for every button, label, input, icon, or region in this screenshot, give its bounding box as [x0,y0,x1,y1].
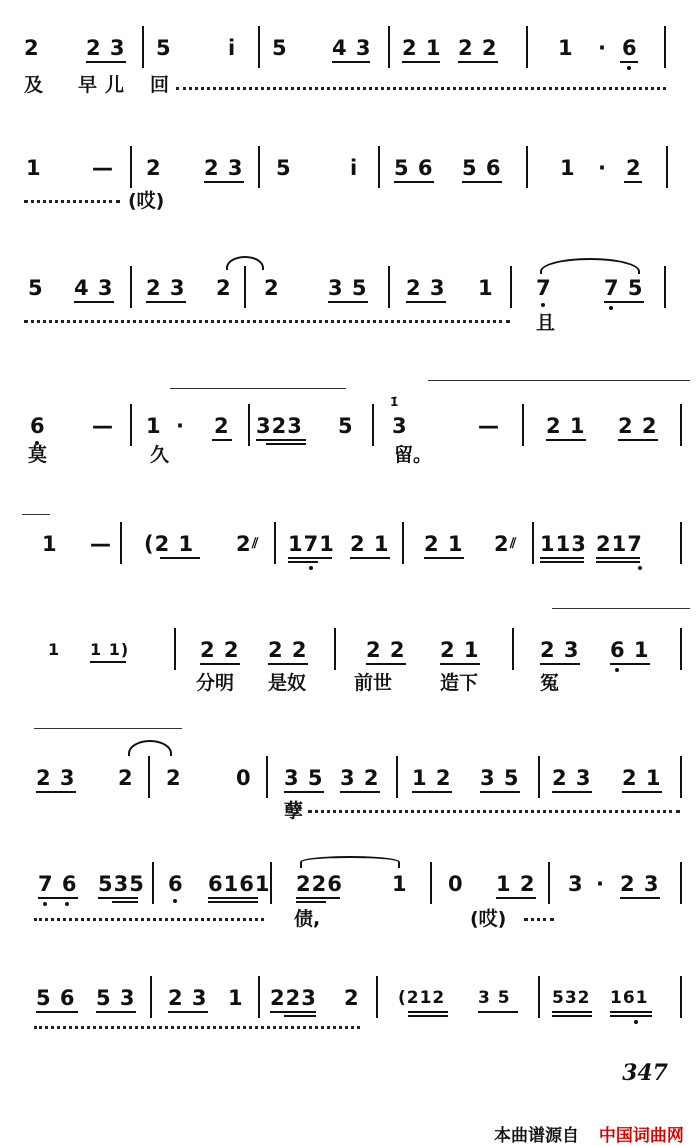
underline [610,1011,652,1013]
barline [152,862,154,904]
underline [496,897,536,899]
note: · [598,36,607,60]
barline [270,862,272,904]
note: 217 [596,532,643,556]
barline [680,976,682,1018]
note: 2 2 [458,36,498,60]
barline [680,628,682,670]
note: i [350,156,359,180]
underline [200,663,240,665]
note: 2 3 [540,638,580,662]
barline [680,756,682,798]
barline [130,146,132,188]
barline [266,756,268,798]
note: 2 [626,156,642,180]
barline [174,628,176,670]
underline [340,791,380,793]
underline [328,301,368,303]
note: 3 5 [328,276,368,300]
extension-dots [524,918,554,921]
note: 5 [338,414,354,438]
note: · [598,156,607,180]
note: (2 1 [144,532,195,556]
underline [402,61,440,63]
note: 2 [264,276,280,300]
lyric: 前世 [354,672,393,694]
underline [604,301,644,303]
underline [622,791,662,793]
underline [168,1011,208,1013]
note: 5 6 [36,986,76,1010]
barline [680,404,682,446]
barline [258,976,260,1018]
underline [424,557,464,559]
slur-line [552,608,690,609]
note: 2 2 [200,638,240,662]
note: 2 [216,276,232,300]
underline [268,663,308,665]
low-octave-dot [615,668,619,672]
note: 2 3 [36,766,76,790]
slur-end [22,514,50,515]
note: 1 [146,414,162,438]
note: 7 6 [38,872,78,896]
underline-double [296,901,326,903]
note: 5 6 [394,156,434,180]
barline [148,756,150,798]
note: 1 [48,640,61,659]
barline [526,146,528,188]
note: 6 1 [610,638,650,662]
note: 1 [478,276,494,300]
lyric: (哎) [128,190,165,212]
low-octave-dot [173,899,177,903]
note: 2 3 [86,36,126,60]
lyric: (哎) [470,908,507,930]
underline-double [208,901,258,903]
barline [388,266,390,308]
footer-site: 中国词曲网 [598,1126,684,1146]
extension-dots [24,200,120,203]
note: 2 1 [424,532,464,556]
note: — [92,156,114,180]
note: 113 [540,532,587,556]
underline [36,791,76,793]
note: 5 [28,276,44,300]
underline [620,61,638,63]
barline [430,862,432,904]
barline [258,26,260,68]
barline [402,522,404,564]
low-octave-dot [541,303,545,307]
lyric: 且 [536,312,556,334]
underline [406,301,446,303]
underline [90,661,126,663]
underline [552,791,592,793]
low-octave-dot [65,902,69,906]
lyric: 及 [24,74,44,96]
note: 3 5 [478,988,511,1008]
note: · [176,414,185,438]
low-octave-dot [627,66,631,70]
lyric: 是奴 [268,672,307,694]
underline-double [408,1015,448,1017]
lyric: 早儿 [78,74,133,96]
note: 1 [392,872,408,896]
extension-dots [24,320,510,323]
underline [412,791,452,793]
note: 3 [568,872,584,896]
note: 1 [26,156,42,180]
underline [350,557,390,559]
underline [480,791,520,793]
note: 6 [622,36,638,60]
note: 3 5 [284,766,324,790]
barline [244,266,246,308]
tremolo: ⫽ [510,536,518,552]
note: 5 [276,156,292,180]
barline [120,522,122,564]
note: — [92,414,114,438]
note: 2 1 [546,414,586,438]
note: 2 [494,532,510,556]
underline-double [112,901,138,903]
underline [256,439,306,441]
underline [540,663,580,665]
underline [208,897,258,899]
barline [388,26,390,68]
note: 5 6 [462,156,502,180]
note: 2 3 [146,276,186,300]
underline [366,663,406,665]
barline [248,404,250,446]
underline [270,1011,316,1013]
low-octave-dot [634,1020,638,1024]
lyric: 孽 [284,800,304,822]
note: 0 [448,872,464,896]
note: 2 2 [268,638,308,662]
note: 6 [168,872,184,896]
barline [512,628,514,670]
underline [540,557,584,559]
barline [664,266,666,308]
barline [150,976,152,1018]
note: 2 [24,36,40,60]
note: 5 [272,36,288,60]
underline-double [552,1015,592,1017]
note: 1 [42,532,58,556]
lyric: 分明 [196,672,235,694]
note: 5 3 [96,986,136,1010]
page-number: 347 [622,1060,668,1086]
barline [274,522,276,564]
underline [204,181,244,183]
note: 5 [156,36,172,60]
barline [538,976,540,1018]
underline [86,61,126,63]
note: 2 [118,766,134,790]
note: 7 [536,276,552,300]
underline-double [284,1015,316,1017]
low-octave-dot [43,902,47,906]
barline [548,862,550,904]
underline [284,791,324,793]
slur-arc [300,856,400,868]
note: 0 [236,766,252,790]
note: 7 5 [604,276,644,300]
note: 2 2 [366,638,406,662]
underline [546,439,586,441]
note: 535 [98,872,145,896]
underline [96,1011,136,1013]
note: 532 [552,988,591,1008]
lyric: 留。 [394,444,433,466]
underline [74,301,114,303]
underline [620,897,660,899]
extension-dots [176,87,666,90]
underline [478,1011,518,1013]
note: 223 [270,986,317,1010]
note: i [228,36,237,60]
underline-double [266,443,306,445]
barline [538,756,540,798]
lyric: 冤 [540,672,560,694]
underline [38,897,78,899]
barline [334,628,336,670]
underline-double [288,561,318,563]
note: — [478,414,500,438]
note: 4 3 [74,276,114,300]
note: 2 1 [350,532,390,556]
lyric: 造下 [440,672,479,694]
slur-line [34,728,182,729]
low-octave-dot [638,566,642,570]
note: 2 3 [204,156,244,180]
footer-text: 本曲谱源自 [494,1126,579,1146]
note: 2 [166,766,182,790]
note: 6161 [208,872,271,896]
underline [618,439,658,441]
low-octave-dot [309,566,313,570]
note: 2 3 [406,276,446,300]
underline [332,61,370,63]
underline [212,439,232,441]
tremolo: ⫽ [252,536,260,552]
lyric: 久 [150,444,170,466]
slur-line [170,388,346,389]
note: 4 3 [332,36,372,60]
grace-note: 1̇ [390,395,400,409]
underline [160,557,200,559]
barline [258,146,260,188]
note: 3 [392,414,408,438]
underline [610,663,650,665]
extension-dots [34,1026,360,1029]
extension-dots [308,810,680,813]
note: 171 [288,532,335,556]
barline [372,404,374,446]
note: 2 [214,414,230,438]
note: 2 [146,156,162,180]
barline [666,146,668,188]
tie-arc [128,740,172,756]
underline-double [610,1015,652,1017]
note: 1 [558,36,574,60]
underline [98,897,138,899]
slur-line [428,380,690,381]
underline [440,663,480,665]
note: 2 [344,986,360,1010]
note: 2 2 [618,414,658,438]
barline [396,756,398,798]
underline-double [596,561,640,563]
barline [680,522,682,564]
low-octave-dot [609,306,613,310]
barline [526,26,528,68]
note: 2 1 [622,766,662,790]
underline [458,61,498,63]
underline [146,301,186,303]
lyric: 债, [294,908,321,930]
note: 2 1 [402,36,442,60]
footer-credit [494,1121,684,1146]
underline [288,557,332,559]
note: 226 [296,872,343,896]
underline [394,181,434,183]
underline-double [540,561,584,563]
barline [680,862,682,904]
underline [462,181,502,183]
barline [130,266,132,308]
barline [378,146,380,188]
lyric: 回 [150,74,170,96]
note: 323 [256,414,303,438]
underline [408,1011,448,1013]
underline [552,1011,592,1013]
note: 2 3 [168,986,208,1010]
underline [296,897,340,899]
note: 2 3 [620,872,660,896]
note: 1 1) [90,640,130,659]
note: 2 [236,532,252,556]
note: 1 2 [412,766,452,790]
note: 161 [610,988,649,1008]
slur-arc [540,258,640,274]
note: 1 [560,156,576,180]
barline [130,404,132,446]
barline [376,976,378,1018]
note: 2 1 [440,638,480,662]
underline [36,1011,78,1013]
underline [596,557,640,559]
note: 2 3 [552,766,592,790]
note: (212 [398,988,446,1008]
note: 1 2 [496,872,536,896]
barline [522,404,524,446]
barline [142,26,144,68]
note: 3 2 [340,766,380,790]
note: 6 [30,414,46,438]
lyric: 莫 [28,444,48,466]
barline [664,26,666,68]
note: · [596,872,605,896]
note: 3 5 [480,766,520,790]
barline [510,266,512,308]
underline [624,181,642,183]
extension-dots [34,918,264,921]
note: 1 [228,986,244,1010]
note: — [90,532,112,556]
barline [532,522,534,564]
